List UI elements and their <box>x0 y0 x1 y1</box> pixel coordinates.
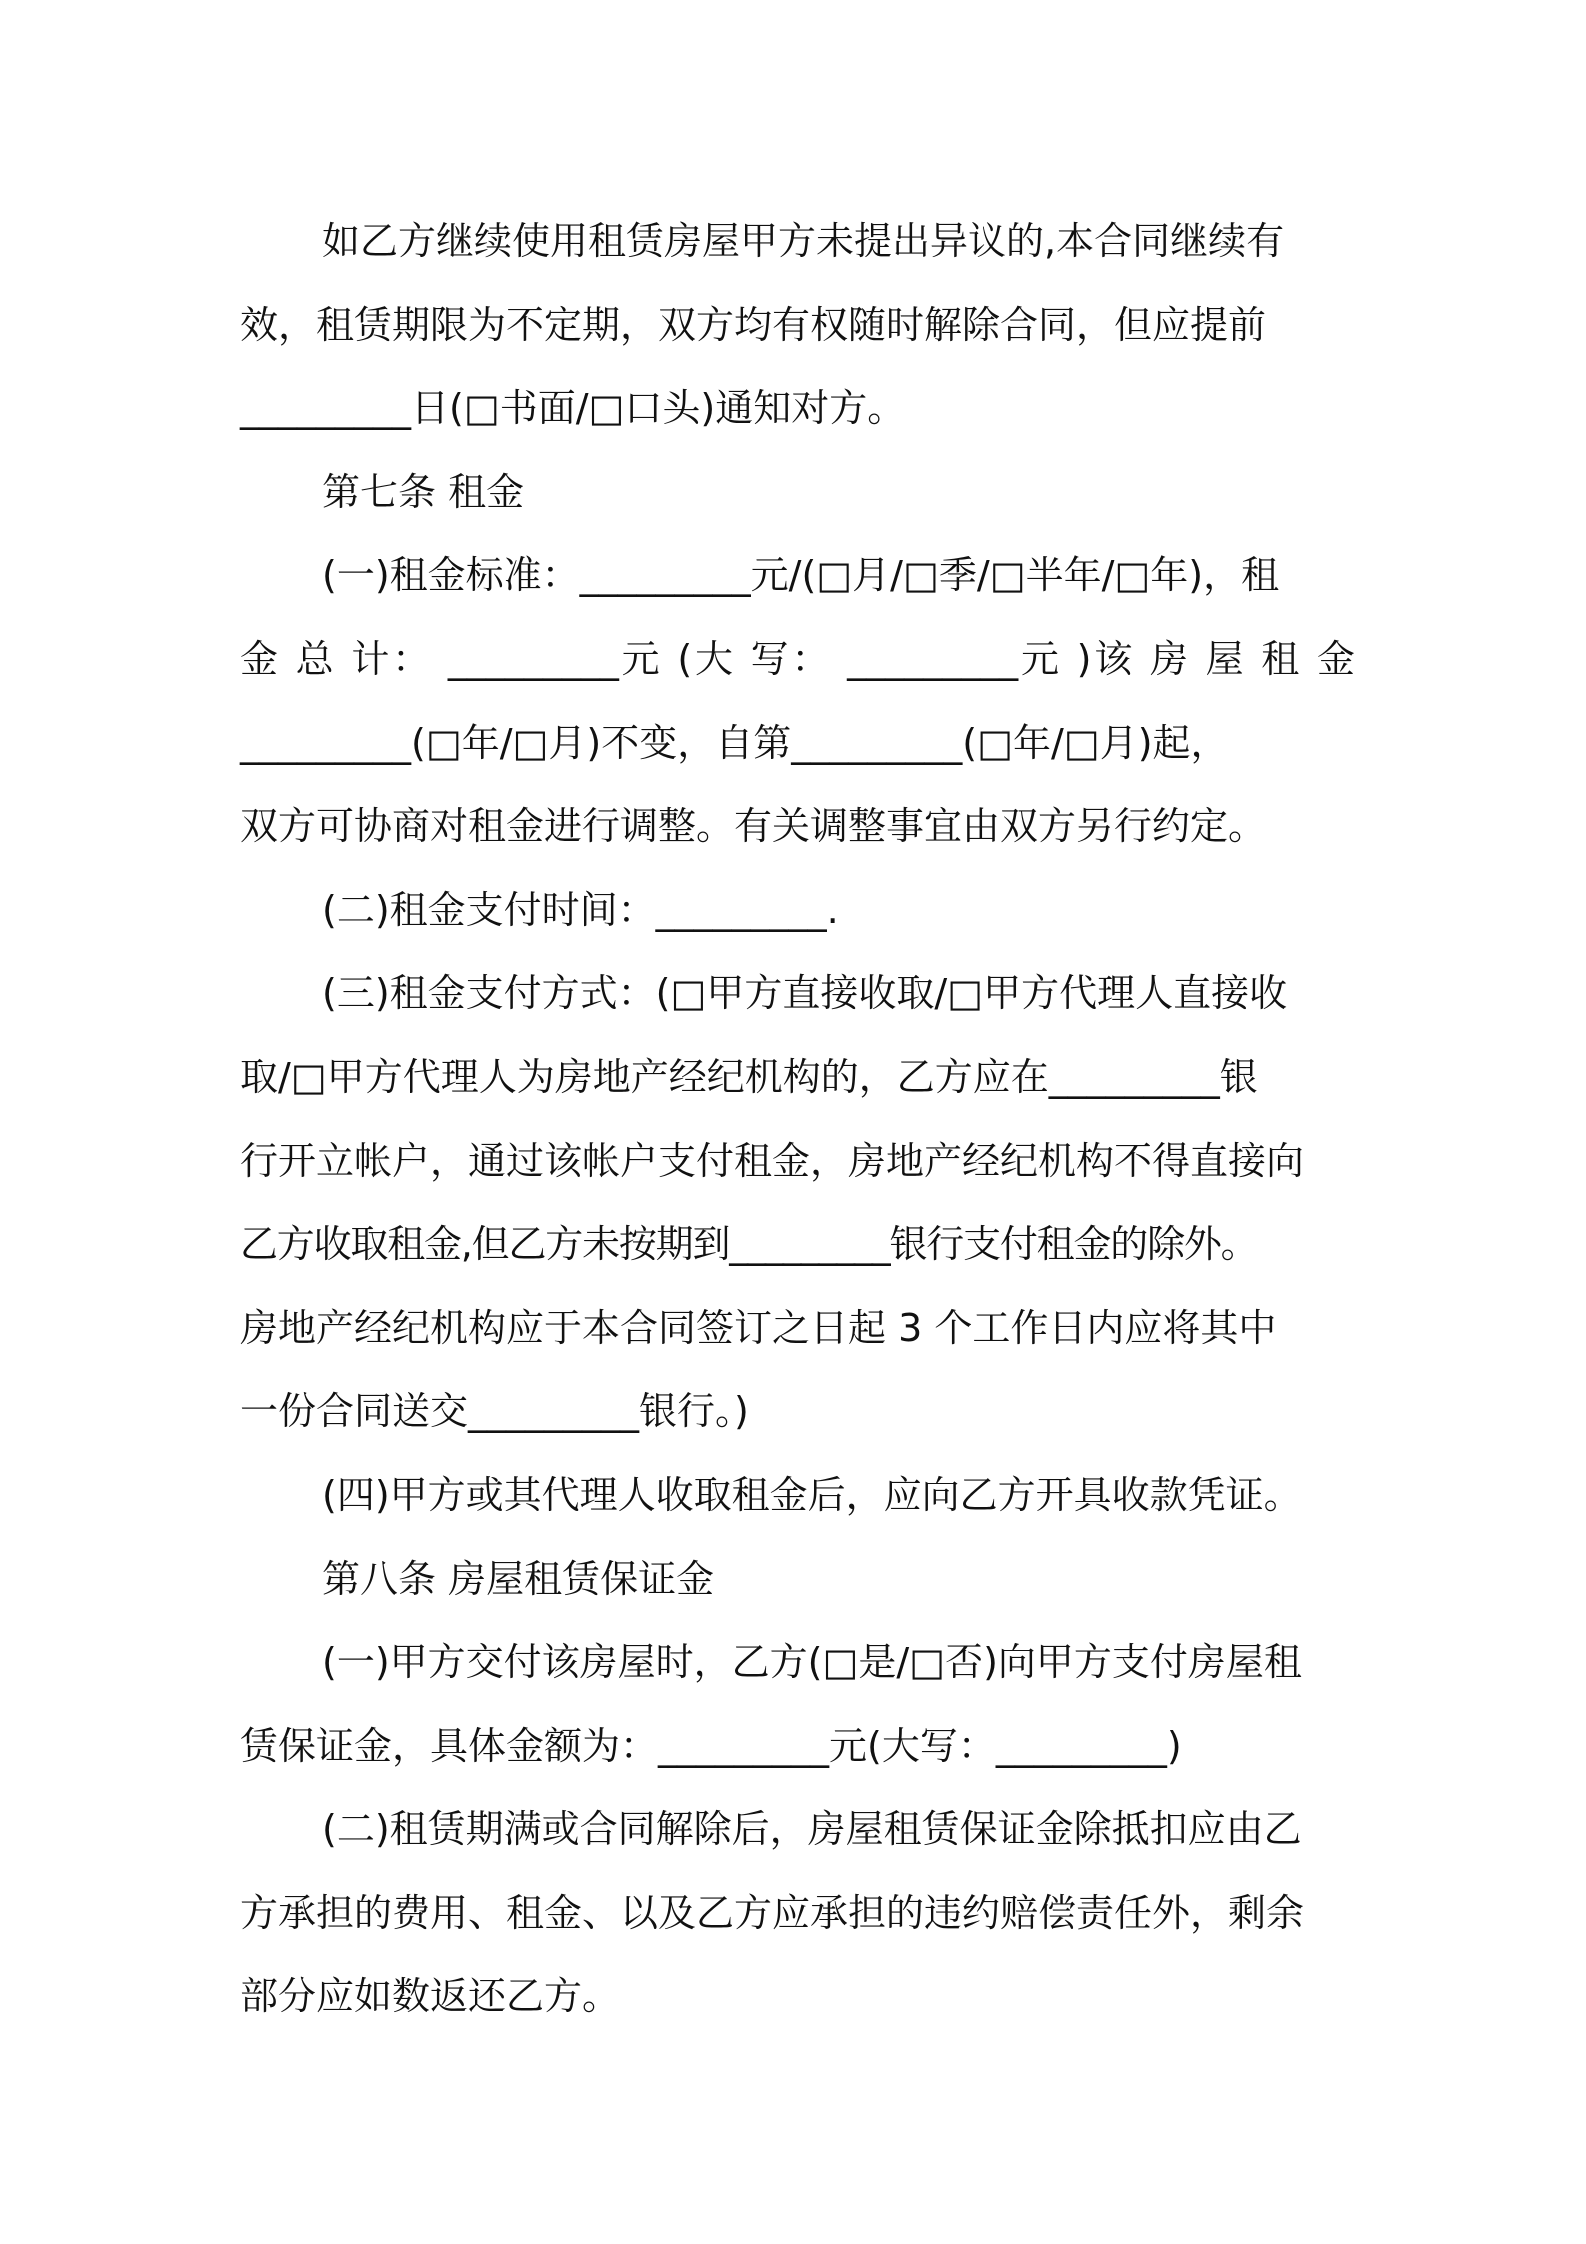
paragraph-line: (二)租金支付时间：_________. <box>322 887 839 932</box>
paragraph-line: 一份合同送交_________银行。) <box>240 1389 749 1434</box>
paragraph-line: _________(□年/□月)不变，自第_________(□年/□月)起， <box>240 720 1229 765</box>
paragraph-line: (三)租金支付方式：(□甲方直接收取/□甲方代理人直接收 <box>322 971 1288 1016</box>
paragraph-line: (一)甲方交付该房屋时，乙方(□是/□否)向甲方支付房屋租 <box>322 1640 1302 1685</box>
article-7-heading: 第七条 租金 <box>322 469 525 514</box>
paragraph-line: (四)甲方或其代理人收取租金后，应向乙方开具收款凭证。 <box>322 1472 1302 1517</box>
paragraph-line: 赁保证金，具体金额为：_________元(大写：_________) <box>240 1723 1182 1768</box>
paragraph-line: 部分应如数返还乙方。 <box>240 1974 621 2019</box>
paragraph-line: 双方可协商对租金进行调整。有关调整事宜由双方另行约定。 <box>240 804 1267 849</box>
paragraph-line: 效，租赁期限为不定期，双方均有权随时解除合同，但应提前 <box>240 302 1267 347</box>
paragraph-line: (一)租金标准：_________元/(□月/□季/□半年/□年)，租 <box>322 553 1280 598</box>
paragraph-line: _________日(□书面/□口头)通知对方。 <box>240 386 906 431</box>
paragraph-line: 取/□甲方代理人为房地产经纪机构的，乙方应在_________银 <box>240 1054 1258 1099</box>
paragraph-line: 方承担的费用、租金、以及乙方应承担的违约赔偿责任外，剩余 <box>240 1890 1305 1935</box>
article-8-heading: 第八条 房屋租赁保证金 <box>322 1556 715 1601</box>
paragraph-line: 房地产经纪机构应于本合同签订之日起 3 个工作日内应将其中 <box>240 1305 1277 1350</box>
paragraph-line: 如乙方继续使用租赁房屋甲方未提出异议的,本合同继续有 <box>322 219 1285 263</box>
contract-text <box>240 200 1355 2039</box>
paragraph-line: 金 总 计： _________元 (大 写： _________元 )该 房 屋 租 金 <box>240 636 1355 681</box>
paragraph-line: (二)租赁期满或合同解除后，房屋租赁保证金除抵扣应由乙 <box>322 1807 1302 1852</box>
paragraph-line: 乙方收取租金,但乙方未按期到_________银行支付租金的除外。 <box>240 1222 1258 1267</box>
paragraph-line: 行开立帐户，通过该帐户支付租金，房地产经纪机构不得直接向 <box>240 1138 1305 1183</box>
